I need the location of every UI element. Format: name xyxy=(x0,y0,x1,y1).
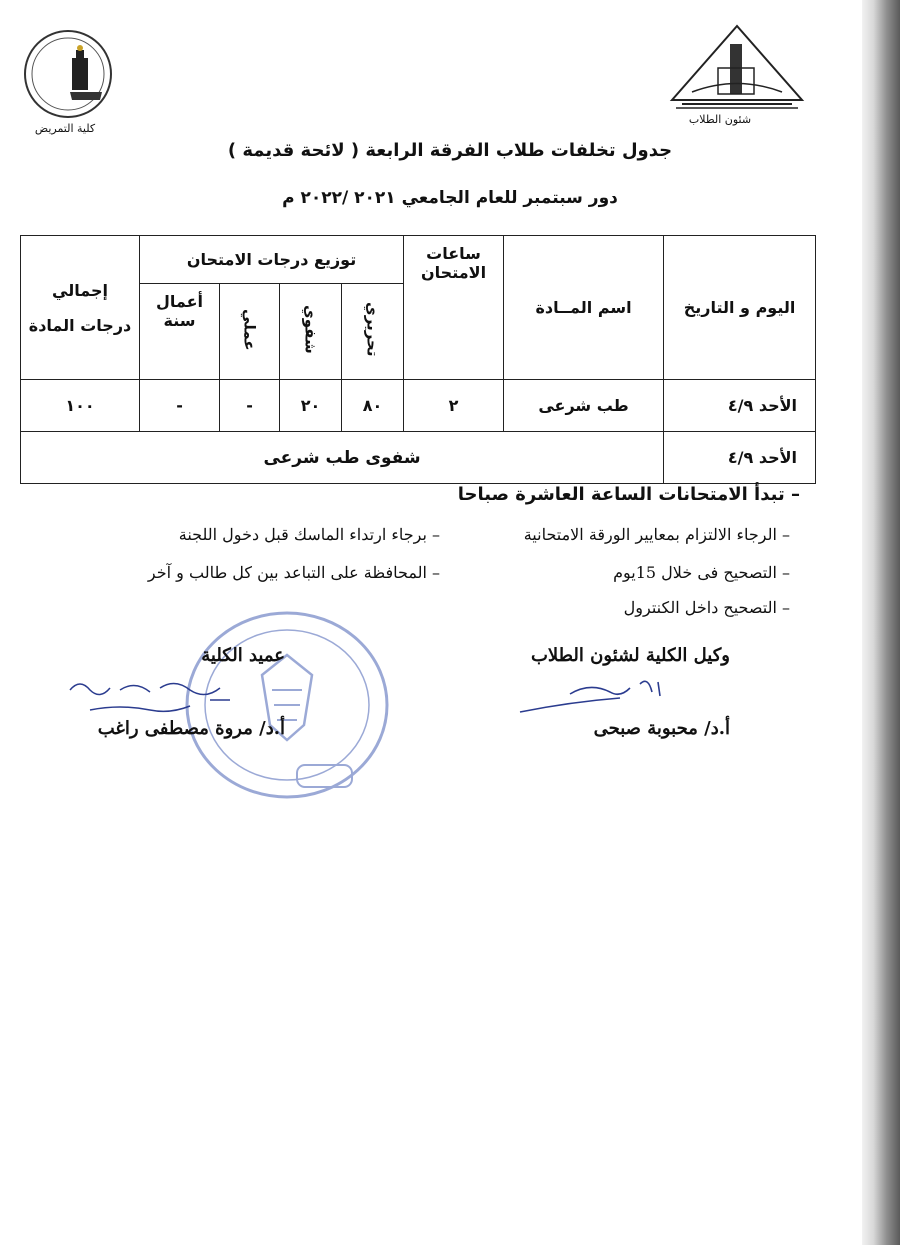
exam-schedule-table xyxy=(20,235,815,483)
header-practical-label: عملي xyxy=(240,308,259,351)
header-exam-hours: ساعات الامتحان xyxy=(404,236,504,380)
note-exam-paper-standards: – الرجاء الالتزام بمعايير الورقة الامتحانية xyxy=(523,525,790,544)
header-subject: اسم المــادة xyxy=(504,236,664,380)
row-written: ٨٠ xyxy=(342,380,404,432)
row-year-work: - xyxy=(140,380,220,432)
student-affairs-caption: شئون الطلاب xyxy=(688,113,752,126)
header-written xyxy=(342,284,404,380)
row-day-date: الأحد ٤/٩ xyxy=(664,380,816,432)
row-subject: طب شرعى xyxy=(504,380,664,432)
row-practical: - xyxy=(220,380,280,432)
row-total: ١٠٠ xyxy=(21,380,140,432)
note-correction-location: – التصحيح داخل الكنترول xyxy=(623,598,790,617)
note-exam-start-time: – تبدأ الامتحانات الساعة العاشرة صباحا xyxy=(457,484,800,505)
table-row xyxy=(21,380,816,432)
header-oral-label: شفوي xyxy=(301,305,320,354)
header-total-line-2: درجات المادة xyxy=(28,315,132,335)
header-grade-distribution: توزيع درجات الامتحان xyxy=(140,236,404,284)
note-correction-period: – التصحيح فى خلال 15يوم xyxy=(613,563,790,582)
header-total-line-1: إجمالي xyxy=(52,280,108,300)
faculty-of-nursing-logo xyxy=(12,28,124,120)
row-hours: ٢ xyxy=(404,380,504,432)
header-total xyxy=(21,236,140,380)
vice-dean-name: أ.د/ محبوبة صبحى xyxy=(593,718,730,739)
document-title: جدول تخلفات طلاب الفرقة الرابعة ( لائحة قديمة ) xyxy=(227,140,673,161)
row-merged-text: شفوى طب شرعى xyxy=(21,432,664,484)
note-wear-mask: – برجاء ارتداء الماسك قبل دخول اللجنة xyxy=(178,525,440,544)
table-row xyxy=(21,432,816,484)
document-subtitle: دور سبتمبر للعام الجامعي ٢٠٢١ /٢٠٢٢ م xyxy=(282,188,618,208)
header-oral xyxy=(280,284,342,380)
scan-edge-shadow xyxy=(862,0,900,1245)
note-social-distancing: – المحافظة على التباعد بين كل طالب و آخر xyxy=(147,563,440,582)
row-oral: ٢٠ xyxy=(280,380,342,432)
header-year-work: أعمال سنة xyxy=(140,284,220,380)
vice-dean-title: وكيل الكلية لشئون الطلاب xyxy=(530,645,730,666)
row-day-date: الأحد ٤/٩ xyxy=(664,432,816,484)
faculty-caption: كلية التمريض xyxy=(34,122,96,135)
benha-university-logo xyxy=(662,20,812,112)
vice-dean-signature xyxy=(510,672,680,720)
dean-signature xyxy=(60,670,260,720)
dean-title: عميد الكلية xyxy=(201,645,285,666)
header-written-label: تحريري xyxy=(363,302,382,357)
dean-name: أ.د/ مروة مصطفى راغب xyxy=(97,718,285,739)
header-practical xyxy=(220,284,280,380)
header-day-date: اليوم و التاريخ xyxy=(664,236,816,380)
